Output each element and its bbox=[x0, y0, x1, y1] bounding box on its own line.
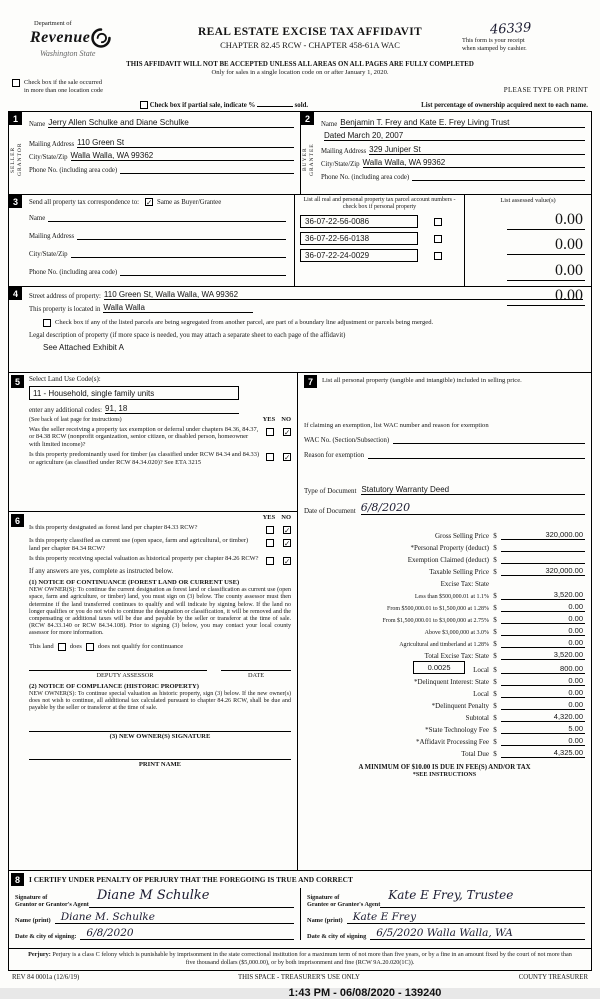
print-name-label: PRINT NAME bbox=[138, 761, 182, 769]
personal-property-checkbox-3[interactable] bbox=[434, 252, 442, 260]
assessed-value-row bbox=[471, 236, 585, 255]
please-type-or-print: PLEASE TYPE OR PRINT bbox=[503, 86, 588, 94]
question-text: Is this property designated as forest land per chapter 84.33 RCW? bbox=[29, 524, 198, 532]
land-use-select-label: Select Land Use Code(s): bbox=[29, 375, 101, 384]
legal-description-label: Legal description of property (if more space is needed, you may attach a separate sheet to each page of the affidavit) bbox=[29, 331, 346, 339]
receipt-note-line2: when stamped by cashier. bbox=[462, 44, 527, 52]
section-seller bbox=[9, 112, 300, 194]
amount-field[interactable]: 0.00 bbox=[501, 614, 585, 624]
assessed-value-field[interactable]: 0.00 bbox=[507, 262, 585, 281]
tax-line-processing-fee: *Affidavit Processing Fee $ 0.00 bbox=[416, 736, 583, 747]
grantor-date-field[interactable]: 6/8/2020 bbox=[80, 927, 294, 940]
local-rate-box[interactable]: 0.0025 bbox=[413, 661, 465, 674]
located-in-label: This property is located in bbox=[29, 305, 101, 313]
perjury-clause bbox=[9, 948, 591, 970]
buyer-phone-label: Phone No. (including area code) bbox=[321, 173, 410, 181]
tax-line-tech-fee: *State Technology Fee $ 5.00 bbox=[425, 724, 583, 735]
minimum-due-note: A MINIMUM OF $10.00 IS DUE IN FEE(S) AND/OR TAX bbox=[358, 763, 531, 771]
grantor-signature-field[interactable]: Diane M Schulke bbox=[89, 888, 294, 908]
amount-field[interactable]: 0.00 bbox=[501, 700, 585, 710]
form-body bbox=[8, 111, 592, 971]
reason-field[interactable] bbox=[368, 450, 585, 459]
amount-field[interactable]: 320,000.00 bbox=[501, 566, 585, 576]
assessed-value-row bbox=[471, 262, 585, 281]
buyer-name-field[interactable]: Benjamin T. Frey and Kate E. Frey Living Trust bbox=[340, 118, 585, 128]
parcel-number-field[interactable]: 36-07-22-56-0138 bbox=[300, 232, 418, 245]
rev-form-number: REV 84 0001a (12/6/19) bbox=[12, 974, 80, 982]
amount-field[interactable]: 4,320.00 bbox=[501, 712, 585, 722]
seller-city-field[interactable]: Walla Walla, WA 99362 bbox=[71, 151, 294, 161]
tax-line-taxable: Taxable Selling Price $ 320,000.00 bbox=[429, 565, 583, 576]
certify-statement: I CERTIFY UNDER PENALTY OF PERJURY THAT THE FOREGOING IS TRUE AND CORRECT bbox=[29, 875, 353, 885]
tax-line-subtotal: Subtotal $ 4,320.00 bbox=[465, 712, 583, 723]
seller-mailing-label: Mailing Address bbox=[29, 140, 75, 148]
doc-date-field[interactable]: 6/8/2020 bbox=[361, 501, 585, 515]
does-label: does bbox=[69, 643, 82, 651]
legal-description-field[interactable]: See Attached Exhibit A bbox=[43, 342, 124, 352]
deputy-date-line[interactable] bbox=[221, 663, 291, 671]
grantee-name-print-label: Name (print) bbox=[307, 917, 343, 925]
handwritten-receipt-number: 46339 bbox=[489, 20, 532, 38]
receipt-note-line1: This form is your receipt bbox=[462, 37, 525, 44]
q5-2-yes-checkbox[interactable] bbox=[266, 453, 274, 461]
parcel-row bbox=[300, 215, 459, 228]
tax-line-tier1: Less than $500,000.01 at 1.1% $ 3,520.00 bbox=[414, 589, 583, 600]
grantor-sig-label-1: Signature of bbox=[15, 894, 48, 902]
q6-3-yes-checkbox[interactable] bbox=[266, 557, 274, 565]
q5-1-yes-checkbox[interactable] bbox=[266, 428, 274, 436]
tax-line-delinquent-penalty: *Delinquent Penalty $ 0.00 bbox=[431, 700, 583, 711]
corr-city-label: City/State/Zip bbox=[29, 251, 68, 259]
section-property bbox=[9, 286, 591, 372]
q6-2-yes-checkbox[interactable] bbox=[266, 539, 274, 547]
additional-codes-field[interactable]: 91, 18 bbox=[105, 404, 239, 414]
section-classification bbox=[9, 511, 297, 871]
q6-2-no-checkbox[interactable]: ✓ bbox=[284, 539, 291, 549]
parcel-number-field[interactable]: 36-07-22-24-0029 bbox=[300, 249, 418, 262]
amount-field[interactable]: 3,520.00 bbox=[501, 590, 585, 600]
deputy-assessor-label: DEPUTY ASSESSOR bbox=[96, 671, 154, 679]
grantee-sig-label-2: Grantee or Grantee's Agent bbox=[307, 901, 381, 909]
seller-phone-field[interactable] bbox=[120, 165, 294, 174]
see-instructions-note: (See back of last page for instructions) bbox=[29, 416, 122, 423]
reason-label: Reason for exemption bbox=[304, 452, 365, 460]
assessed-value-row bbox=[471, 211, 585, 230]
tax-line-total-due: Total Due $ 4,325.00 bbox=[461, 748, 583, 759]
amount-field[interactable]: 0.00 bbox=[501, 626, 585, 636]
multi-location-checkbox[interactable] bbox=[12, 79, 20, 87]
wac-label: WAC No. (Section/Subsection) bbox=[304, 437, 390, 445]
amount-field[interactable]: 0.00 bbox=[501, 602, 585, 612]
form-chapter: CHAPTER 82.45 RCW - CHAPTER 458-61A WAC bbox=[220, 40, 400, 50]
q5-2-no-checkbox[interactable]: ✓ bbox=[284, 453, 291, 463]
grantee-signature-block bbox=[300, 888, 591, 940]
tax-line-gross: Gross Selling Price $ 320,000.00 bbox=[434, 529, 583, 540]
footer bbox=[8, 974, 592, 981]
tax-line-local: 0.0025 Local $ 800.00 bbox=[304, 661, 585, 674]
seller-name-label: Name bbox=[29, 120, 46, 128]
q5-1-no-checkbox[interactable]: ✓ bbox=[284, 427, 291, 437]
notice-continuance-body: NEW OWNER(S): To continue the current designation as forest land or classification as current use (open space, farm and agriculture, or timber) land, you must sign on (3) below. The county assessor must then determine if the land transferred continues to qualify and will indicate by signing below. If the land no longer qualifies or you do not wish to continue the designation or classification, it will be removed and the compensating or additional taxes will be due and payable by the seller or transferor at the time of sale. (RCW 84.33.140 or RCW 84.34.108). Prior to signing (3) below, you may contact your local county assessor for more information. bbox=[29, 587, 291, 637]
amount-field[interactable]: 3,520.00 bbox=[501, 650, 585, 660]
dept-prefix: Department of bbox=[34, 20, 72, 27]
q6-3-no-checkbox[interactable]: ✓ bbox=[284, 557, 291, 567]
notice-compliance-body: NEW OWNER(S): To continue special valuation as historic property, sign (3) below. If the new owner(s) does not wish to continue, all additional tax calculated pursuant to chapter 84.26 RCW, shall be due and payable by the seller or transferor at the time of sale. bbox=[29, 690, 291, 712]
section-tax bbox=[297, 373, 591, 870]
treasurer-space-label: THIS SPACE - TREASURER'S USE ONLY bbox=[238, 974, 360, 982]
tax-line-total-state: Total Excise Tax: State $ 3,520.00 bbox=[424, 649, 583, 660]
corr-name-field[interactable] bbox=[48, 213, 286, 222]
buyer-city-field[interactable]: Walla Walla, WA 99362 bbox=[363, 158, 585, 168]
parcel-number-field[interactable]: 36-07-22-56-0086 bbox=[300, 215, 418, 228]
additional-codes-label: enter any additional codes: bbox=[29, 406, 103, 414]
q6-1-no-checkbox[interactable]: ✓ bbox=[284, 526, 291, 536]
revenue-logo bbox=[8, 20, 158, 58]
buyer-grantee-side-label: BUYER GRANTEE bbox=[302, 143, 315, 177]
corr-city-field[interactable] bbox=[71, 249, 286, 258]
section-5-badge: 5 bbox=[11, 375, 24, 388]
segregated-label: Check box if any of the listed parcels are being segregated from another parcel, are part of a boundary line adjustment or parcels being merged. bbox=[55, 318, 434, 326]
complete-note: If any answers are yes, complete as instructed below. bbox=[29, 568, 174, 576]
buyer-name-label: Name bbox=[321, 120, 338, 128]
deputy-assessor-signature-line[interactable] bbox=[29, 663, 207, 671]
amount-field[interactable]: 0.00 bbox=[501, 638, 585, 648]
street-address-field[interactable]: 110 Green St, Walla Walla, WA 99362 bbox=[104, 290, 583, 300]
yes-header: YES bbox=[262, 514, 276, 522]
doc-type-label: Type of Document bbox=[304, 487, 357, 496]
tax-line-excise-state: Excise Tax: State bbox=[440, 579, 489, 588]
segregated-checkbox[interactable] bbox=[43, 319, 51, 327]
question-row bbox=[29, 426, 291, 448]
header bbox=[8, 20, 592, 58]
assessed-value-field[interactable]: 0.00 bbox=[507, 287, 585, 306]
grantee-date-field[interactable]: 6/5/2020 Walla Walla, WA bbox=[370, 927, 585, 940]
grantor-date-label: Date & city of signing: bbox=[15, 933, 77, 941]
question-text: Was the seller receiving a property tax exemption or deferral under chapters 84.36, 84.37, or 84.38 RCW (nonprofit organization, senior citizen, or disabled person, homeowner with limited income)? bbox=[29, 425, 259, 448]
section-land-use bbox=[9, 373, 297, 511]
multi-location-label-1: Check box if the sale occurred bbox=[24, 79, 102, 86]
tax-line-tier3: From $1,500,000.01 to $3,000,000 at 2.75% $ 0.00 bbox=[382, 613, 583, 624]
located-in-field[interactable]: Walla Walla bbox=[103, 303, 253, 313]
parcel-row bbox=[300, 232, 459, 245]
corr-mailing-field[interactable] bbox=[77, 231, 286, 240]
section-1-badge: 1 bbox=[9, 112, 22, 125]
corr-phone-label: Phone No. (including area code) bbox=[29, 269, 118, 277]
section-4-badge: 4 bbox=[9, 287, 22, 300]
corr-phone-field[interactable] bbox=[120, 267, 286, 276]
question-row bbox=[29, 537, 291, 552]
grantor-name-print-label: Name (print) bbox=[15, 917, 51, 925]
q6-1-yes-checkbox[interactable] bbox=[266, 526, 274, 534]
personal-property-checkbox-1[interactable] bbox=[434, 218, 442, 226]
acceptance-warning: THIS AFFIDAVIT WILL NOT BE ACCEPTED UNLESS ALL AREAS ON ALL PAGES ARE FULLY COMPLETED bbox=[126, 61, 474, 68]
corr-name-label: Name bbox=[29, 215, 46, 223]
no-header: NO bbox=[281, 415, 291, 423]
notice-continuance-title: (1) NOTICE OF CONTINUANCE (FOREST LAND OR CURRENT USE) bbox=[29, 579, 240, 587]
amount-field[interactable]: 0.00 bbox=[501, 736, 585, 746]
print-name-line[interactable] bbox=[29, 748, 291, 760]
perjury-text: Perjury is a class C felony which is punishable by imprisonment in the state correctional institution for a maximum term of not more than five years, or by a fine in an amount fixed by the court of not more than five thousand dollars ($5,000.00), or by both imprisonment and fine (RCW 9A.20.020(1C)). bbox=[52, 951, 572, 966]
assessed-value-field[interactable]: 0.00 bbox=[507, 236, 585, 255]
buyer-city-label: City/State/Zip bbox=[321, 161, 360, 169]
yes-header: YES bbox=[262, 415, 276, 423]
perjury-label: Perjury: bbox=[28, 951, 51, 959]
partial-sale-checkbox[interactable] bbox=[140, 101, 148, 109]
question-row bbox=[29, 555, 291, 565]
grantor-name-print-field[interactable]: Diane M. Schulke bbox=[55, 911, 294, 924]
grantee-date-label: Date & city of signing bbox=[307, 933, 367, 941]
question-text: Is this property classified as current use (open space, farm and agricultural, or timber) land per chapter 84.34 RCW? bbox=[29, 537, 249, 552]
section-certify bbox=[9, 870, 591, 948]
land-does-not-checkbox[interactable] bbox=[86, 643, 94, 651]
buyer-phone-field[interactable] bbox=[412, 172, 585, 181]
tax-line-tier4: Above $3,000,000 at 3.0% $ 0.00 bbox=[424, 625, 583, 636]
amount-field[interactable] bbox=[501, 551, 585, 552]
same-as-buyer-checkbox[interactable]: ✓ bbox=[146, 198, 153, 208]
single-location-note: Only for sales in a single location code on or after January 1, 2020. bbox=[211, 69, 389, 76]
buyer-mailing-field[interactable]: 329 Juniper St bbox=[369, 145, 585, 155]
no-header: NO bbox=[281, 514, 291, 522]
question-row bbox=[29, 451, 291, 466]
personal-property-label: List all personal property (tangible and intangible) included in selling price. bbox=[322, 377, 522, 385]
see-instructions-footnote: *SEE INSTRUCTIONS bbox=[412, 770, 477, 778]
new-owner-signature-label: (3) NEW OWNER(S) SIGNATURE bbox=[109, 733, 211, 741]
buyer-mailing-label: Mailing Address bbox=[321, 147, 367, 155]
grantee-name-print-field[interactable]: Kate E Frey bbox=[347, 911, 585, 924]
section-8-badge: 8 bbox=[11, 873, 24, 886]
amount-field[interactable]: 0.00 bbox=[501, 676, 585, 686]
section-2-badge: 2 bbox=[301, 112, 314, 125]
question-text: Is this property receiving special valuation as historical property per chapter 84.26 RCW? bbox=[29, 555, 259, 563]
grantee-sig-label-1: Signature of bbox=[307, 894, 340, 902]
section-6-badge: 6 bbox=[11, 514, 24, 527]
land-does-checkbox[interactable] bbox=[58, 643, 66, 651]
grantor-sig-label-2: Grantor or Grantor's Agent bbox=[15, 901, 89, 909]
tax-line-agricultural: Agricultural and timberland at 1.28% $ 0.00 bbox=[399, 637, 583, 648]
send-correspondence-label: Send all property tax correspondence to: bbox=[29, 199, 140, 207]
amount-field[interactable]: 800.00 bbox=[501, 664, 585, 674]
revenue-swirl-icon bbox=[90, 27, 112, 49]
question-text: Is this property predominantly used for timber (as classified under RCW 84.34 and 84.33) or agriculture (as classified under RCW 84.34.020)? See ETA 3215 bbox=[29, 451, 260, 466]
seller-city-label: City/State/Zip bbox=[29, 154, 68, 162]
exemption-note: If claiming an exemption, list WAC number and reason for exemption bbox=[304, 422, 489, 430]
does-not-label: does not qualify for continuance bbox=[97, 643, 184, 651]
land-use-code-select[interactable]: 11 - Household, single family units bbox=[29, 386, 239, 400]
tax-line-delinquent-interest-local: Local $ 0.00 bbox=[473, 688, 583, 699]
dept-sub: Washington State bbox=[40, 49, 96, 58]
parcel-list-header: List all real and personal property tax parcel account numbers - check box if personal property bbox=[303, 197, 456, 211]
section-buyer bbox=[300, 112, 591, 194]
tax-line-exemption: Exemption Claimed (deduct) $ bbox=[304, 553, 585, 564]
street-address-label: Street address of property: bbox=[29, 293, 101, 301]
assessed-value-field[interactable]: 0.00 bbox=[507, 211, 585, 230]
partial-sold-label: sold. bbox=[294, 102, 309, 109]
amount-field[interactable] bbox=[501, 563, 585, 564]
tax-line-personal: *Personal Property (deduct) $ bbox=[304, 541, 585, 552]
this-land-label: This land bbox=[29, 643, 54, 651]
assessed-values-header: List assessed value(s) bbox=[500, 197, 556, 205]
amount-field[interactable]: 0.00 bbox=[501, 688, 585, 698]
ownership-note: List percentage of ownership acquired next to each name. bbox=[421, 102, 588, 110]
county-treasurer-label: COUNTY TREASURER bbox=[518, 974, 588, 982]
partial-sale-percent-field[interactable] bbox=[257, 98, 293, 107]
amount-field[interactable]: 5.00 bbox=[501, 724, 585, 734]
seller-phone-label: Phone No. (including area code) bbox=[29, 166, 118, 174]
seller-grantor-side-label: SELLER GRANTOR bbox=[10, 143, 23, 177]
grantor-signature-block bbox=[9, 888, 300, 940]
tax-line-tier2: From $500,000.01 to $1,500,000 at 1.28% $ 0.00 bbox=[387, 601, 583, 612]
multi-location-label-2: in more than one location code bbox=[24, 86, 103, 94]
tax-computation bbox=[304, 529, 585, 760]
date-label: DATE bbox=[247, 671, 265, 679]
section-3-badge: 3 bbox=[9, 195, 22, 208]
amount-field[interactable]: 4,325.00 bbox=[501, 748, 585, 758]
buyer-dated-field[interactable]: Dated March 20, 2007 bbox=[324, 131, 585, 141]
grantee-signature-field[interactable]: Kate E Frey, Trustee bbox=[380, 888, 585, 908]
notice-compliance-title: (2) NOTICE OF COMPLIANCE (HISTORIC PROPERTY) bbox=[29, 682, 199, 690]
seller-mailing-field[interactable]: 110 Green St bbox=[77, 138, 294, 148]
question-row bbox=[29, 524, 291, 534]
corr-mailing-label: Mailing Address bbox=[29, 233, 75, 241]
new-owner-signature-line[interactable] bbox=[29, 720, 291, 732]
dept-name: Revenue bbox=[30, 29, 91, 46]
wac-field[interactable] bbox=[393, 435, 585, 444]
doc-type-field[interactable]: Statutory Warranty Deed bbox=[361, 485, 585, 495]
partial-sale-label: Check box if partial sale, indicate % bbox=[149, 102, 256, 109]
doc-date-label: Date of Document bbox=[304, 507, 356, 516]
form-title: REAL ESTATE EXCISE TAX AFFIDAVIT bbox=[198, 26, 422, 38]
seller-name-field[interactable]: Jerry Allen Schulke and Diane Schulke bbox=[48, 118, 294, 128]
parcel-row bbox=[300, 249, 459, 262]
section-7-badge: 7 bbox=[304, 375, 317, 388]
same-as-buyer-label: Same as Buyer/Grantee bbox=[157, 199, 222, 207]
receipt-timestamp: 1:43 PM - 06/08/2020 - 139240 bbox=[288, 987, 442, 999]
personal-property-checkbox-2[interactable] bbox=[434, 235, 442, 243]
tax-line-delinquent-interest-state: *Delinquent Interest: State $ 0.00 bbox=[413, 676, 583, 687]
amount-field[interactable]: 320,000.00 bbox=[501, 530, 585, 540]
